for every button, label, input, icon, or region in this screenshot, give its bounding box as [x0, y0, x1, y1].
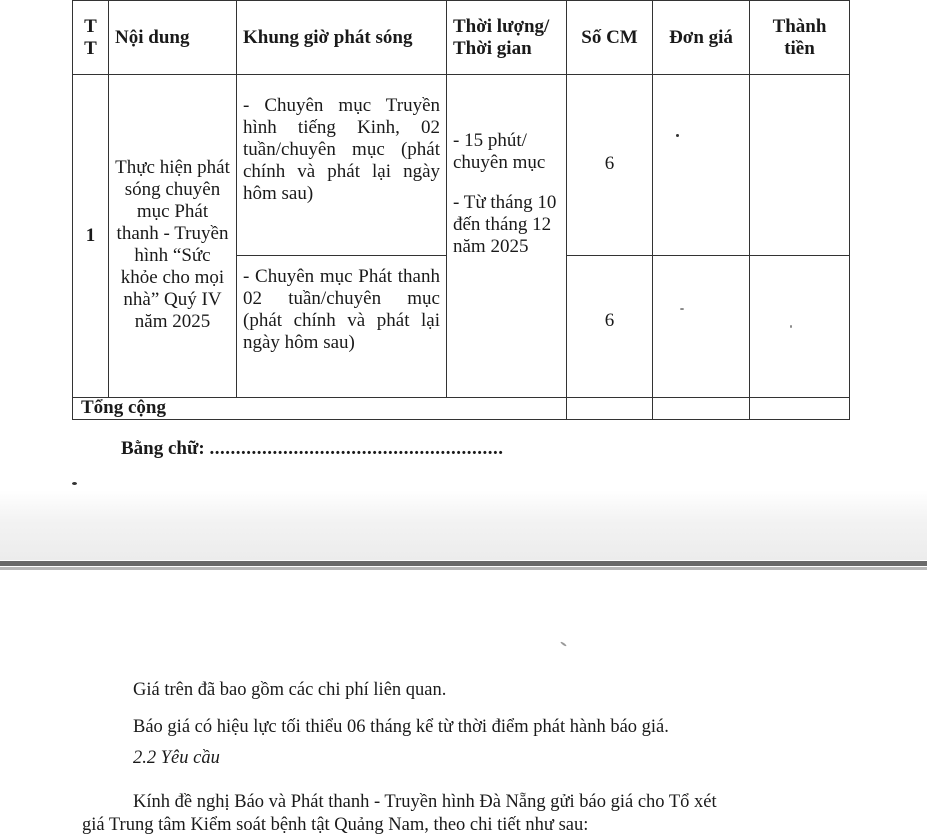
cell-thoi-luong [447, 75, 567, 398]
total-row [73, 398, 850, 420]
scan-speck [72, 482, 77, 485]
page-break-bar [0, 561, 927, 566]
table-row [73, 75, 850, 256]
scan-speck [790, 325, 792, 328]
cell-don-gia-2 [653, 256, 750, 398]
cell-noi-dung: Thực hiện phát sóng chuyên mục Phát thanh - Truyền hình “Sức khỏe cho mọi nhà” Quý IV năm 2025 [109, 75, 237, 398]
paragraph-price-note: Giá trên đã bao gồm các chi phí liên quan. [133, 680, 447, 700]
thoi-luong-line-2: - Từ tháng 10 đến tháng 12 năm 2025 [453, 192, 557, 257]
paragraph-validity-note: Báo giá có hiệu lực tối thiểu 06 tháng kể từ thời điểm phát hành báo giá. [133, 717, 669, 737]
header-don-gia: Đơn giá [653, 1, 750, 75]
cell-don-gia-1 [653, 75, 750, 256]
scan-speck [680, 308, 684, 310]
cell-so-cm-2: 6 [567, 256, 653, 398]
header-khung-gio: Khung giờ phát sóng [237, 1, 447, 75]
page-break-shadow [0, 567, 927, 570]
header-thanh-tien: Thành tiền [750, 1, 850, 75]
bang-chu-label: Bằng chữ: [121, 438, 205, 459]
section-heading: 2.2 Yêu cầu [133, 748, 220, 768]
total-don-gia [653, 398, 750, 420]
total-label: Tổng cộng [73, 398, 567, 420]
header-so-cm: Số CM [567, 1, 653, 75]
header-tt: T T [73, 1, 109, 75]
cell-khung-gio-1: - Chuyên mục Truyền hình tiếng Kinh, 02 tuần/chuyên mục (phát chính và phát lại ngày hôm sau) [237, 75, 447, 256]
cell-tt: 1 [73, 75, 109, 398]
header-thoi-luong: Thời lượng/ Thời gian [447, 1, 567, 75]
cell-thanh-tien-1 [750, 75, 850, 256]
total-so-cm [567, 398, 653, 420]
cell-khung-gio-2: - Chuyên mục Phát thanh 02 tuần/chuyên mục (phát chính và phát lại ngày hôm sau) [237, 256, 447, 398]
bang-chu-dots: ........................................................ [209, 438, 504, 459]
scan-speck [560, 641, 567, 647]
paragraph-request-line-1: Kính đề nghị Báo và Phát thanh - Truyền hình Đà Nẵng gửi báo giá cho Tổ xét [133, 792, 717, 812]
thoi-luong-line-1: - 15 phút/ chuyên mục [453, 130, 546, 173]
cell-thanh-tien-2 [750, 256, 850, 398]
paragraph-request-line-2: giá Trung tâm Kiểm soát bệnh tật Quảng Nam, theo chi tiết như sau: [82, 815, 589, 835]
header-noi-dung: Nội dung [109, 1, 237, 75]
quote-table [72, 0, 850, 420]
table-header-row [73, 1, 850, 75]
bang-chu-line [121, 438, 503, 460]
cell-so-cm-1: 6 [567, 75, 653, 256]
total-thanh-tien [750, 398, 850, 420]
scan-speck [676, 134, 679, 137]
